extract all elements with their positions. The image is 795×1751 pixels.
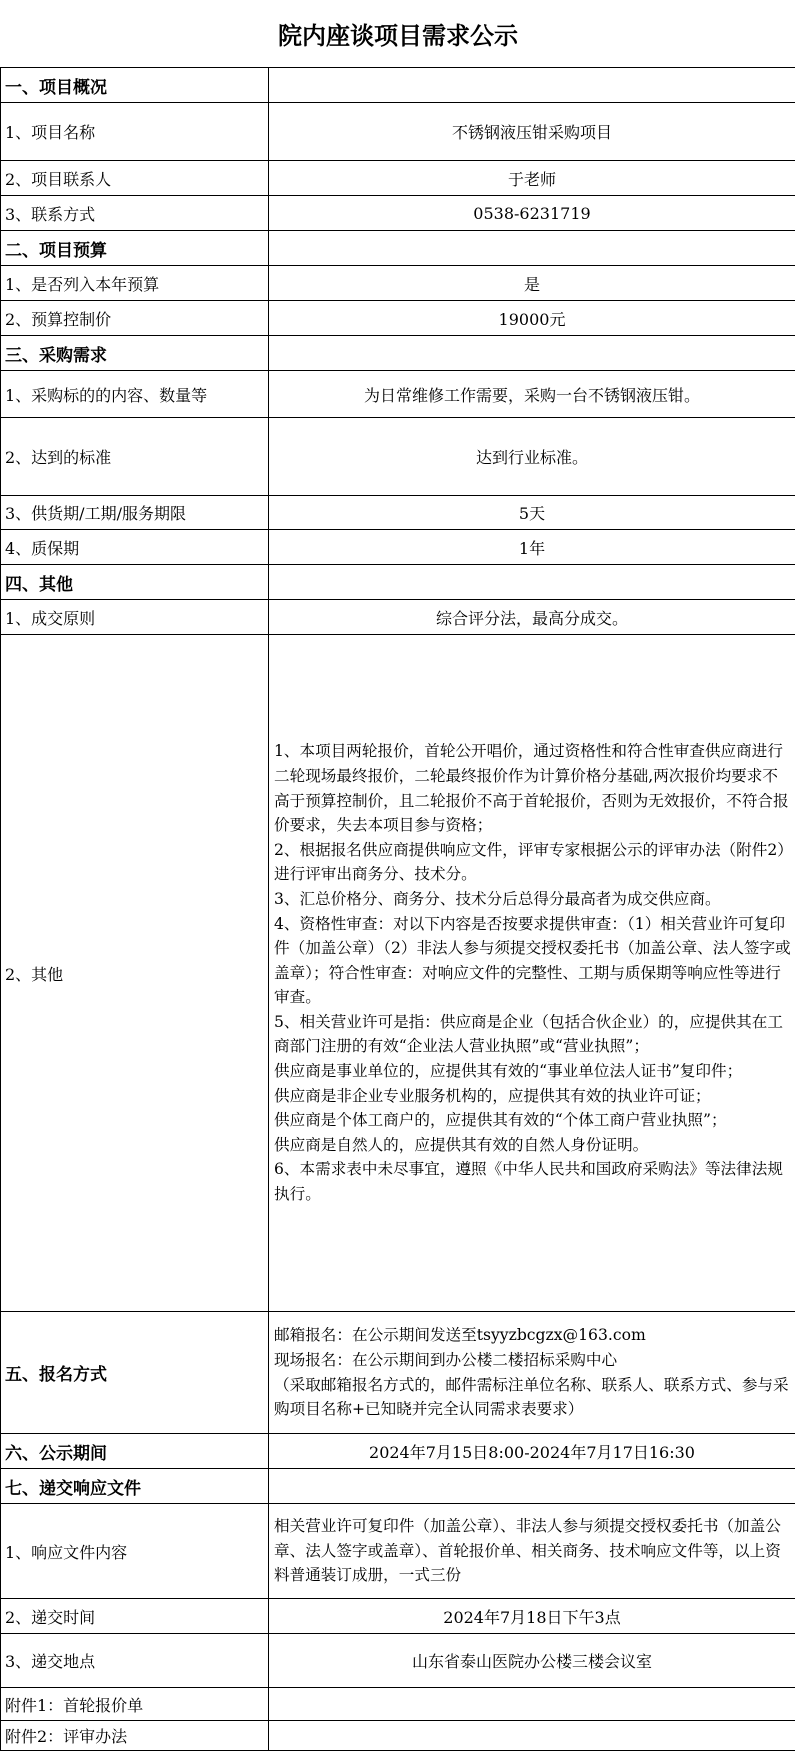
budget-control-value: 19000元 — [269, 301, 795, 336]
table-row — [1, 1634, 795, 1688]
budget-included-label: 1、是否列入本年预算 — [1, 266, 269, 301]
table-row — [1, 635, 795, 1312]
submission-time-label: 2、递交时间 — [1, 1599, 269, 1634]
other-label: 2、其他 — [1, 635, 269, 1312]
section-row-registration — [1, 1312, 795, 1434]
table-row — [1, 1599, 795, 1634]
other-line: 供应商是事业单位的，应提供其有效的“事业单位法人证书”复印件； — [274, 1059, 791, 1084]
registration-details — [269, 1312, 795, 1434]
project-name-value: 不锈钢液压钳采购项目 — [269, 103, 795, 161]
submission-time-value: 2024年7月18日下午3点 — [269, 1599, 795, 1634]
standard-value: 达到行业标准。 — [269, 418, 795, 496]
other-line: 供应商是非企业专业服务机构的，应提供其有效的执业许可证； — [274, 1084, 791, 1109]
table-row — [1, 418, 795, 496]
table-row — [1, 371, 795, 418]
delivery-value: 5天 — [269, 496, 795, 530]
table-row — [1, 301, 795, 336]
section-heading-requirements: 三、采购需求 — [1, 336, 269, 371]
section-heading-submission: 七、递交响应文件 — [1, 1469, 269, 1504]
principle-value: 综合评分法，最高分成交。 — [269, 600, 795, 635]
empty-cell — [269, 68, 795, 103]
registration-line: （采取邮箱报名方式的，邮件需标注单位名称、联系人、联系方式、参与采购项目名称+已知晓并完全认同需求表要求） — [274, 1373, 791, 1422]
budget-included-value: 是 — [269, 266, 795, 301]
registration-line: 邮箱报名：在公示期间发送至tsyyzbcgzx@163.com — [274, 1323, 791, 1348]
table-row — [1, 196, 795, 231]
empty-cell — [269, 565, 795, 600]
section-row-budget — [1, 231, 795, 266]
empty-cell — [269, 336, 795, 371]
section-heading-budget: 二、项目预算 — [1, 231, 269, 266]
section-row-period — [1, 1434, 795, 1469]
section-row-other — [1, 565, 795, 600]
principle-label: 1、成交原则 — [1, 600, 269, 635]
table-row — [1, 530, 795, 565]
table-row — [1, 496, 795, 530]
other-details — [269, 635, 795, 1312]
other-line: 6、本需求表中未尽事宜，遵照《中华人民共和国政府采购法》等法律法规执行。 — [274, 1157, 791, 1206]
budget-control-label: 2、预算控制价 — [1, 301, 269, 336]
other-line: 5、相关营业许可是指：供应商是企业（包括合伙企业）的，应提供其在工商部门注册的有效“企业法人营业执照”或“营业执照”； — [274, 1010, 791, 1059]
warranty-value: 1年 — [269, 530, 795, 565]
table-row — [1, 600, 795, 635]
period-value: 2024年7月15日8:00-2024年7月17日16:30 — [269, 1434, 795, 1469]
table-row — [1, 1688, 795, 1721]
purchase-content-value: 为日常维修工作需要，采购一台不锈钢液压钳。 — [269, 371, 795, 418]
project-name-label: 1、项目名称 — [1, 103, 269, 161]
section-heading-other: 四、其他 — [1, 565, 269, 600]
table-row — [1, 161, 795, 196]
table-row — [1, 266, 795, 301]
registration-line: 现场报名：在公示期间到办公楼二楼招标采购中心 — [274, 1348, 791, 1373]
other-line: 供应商是自然人的，应提供其有效的自然人身份证明。 — [274, 1133, 791, 1158]
empty-cell — [269, 231, 795, 266]
other-line: 供应商是个体工商户的，应提供其有效的“个体工商户营业执照”； — [274, 1108, 791, 1133]
empty-cell — [269, 1721, 795, 1751]
response-content-value: 相关营业许可复印件（加盖公章）、非法人参与须提交授权委托书（加盖公章、法人签字或盖章）、首轮报价单、相关商务、技术响应文件等，以上资料普通装订成册，一式三份 — [269, 1504, 795, 1599]
phone-label: 3、联系方式 — [1, 196, 269, 231]
submission-place-label: 3、递交地点 — [1, 1634, 269, 1688]
response-content-label: 1、响应文件内容 — [1, 1504, 269, 1599]
other-line: 2、根据报名供应商提供响应文件，评审专家根据公示的评审办法（附件2）进行评审出商务分、技术分。 — [274, 838, 791, 887]
table-row — [1, 103, 795, 161]
other-line: 3、汇总价格分、商务分、技术分后总得分最高者为成交供应商。 — [274, 887, 791, 912]
table-row — [1, 1504, 795, 1599]
page-title: 院内座谈项目需求公示 — [1, 0, 795, 68]
warranty-label: 4、质保期 — [1, 530, 269, 565]
section-heading-registration: 五、报名方式 — [1, 1312, 269, 1434]
contact-label: 2、项目联系人 — [1, 161, 269, 196]
section-row-submission — [1, 1469, 795, 1504]
empty-cell — [269, 1469, 795, 1504]
phone-value: 0538-6231719 — [269, 196, 795, 231]
table-row — [1, 1721, 795, 1751]
section-row-overview — [1, 68, 795, 103]
purchase-content-label: 1、采购标的的内容、数量等 — [1, 371, 269, 418]
contact-value: 于老师 — [269, 161, 795, 196]
section-heading-overview: 一、项目概况 — [1, 68, 269, 103]
other-line: 4、资格性审查：对以下内容是否按要求提供审查：（1）相关营业许可复印件（加盖公章）（2）非法人参与须提交授权委托书（加盖公章、法人签字或盖章）；符合性审查：对响应文件的完整性、工期与质保期等响应性等进行审查。 — [274, 912, 791, 1010]
section-heading-period: 六、公示期间 — [1, 1434, 269, 1469]
empty-cell — [269, 1688, 795, 1721]
attachment-2: 附件2：评审办法 — [1, 1721, 269, 1751]
submission-place-value: 山东省泰山医院办公楼三楼会议室 — [269, 1634, 795, 1688]
standard-label: 2、达到的标准 — [1, 418, 269, 496]
other-line: 1、本项目两轮报价，首轮公开唱价，通过资格性和符合性审查供应商进行二轮现场最终报价，二轮最终报价作为计算价格分基础,两次报价均要求不高于预算控制价，且二轮报价不高于首轮报价，否则为无效报价，不符合报价要求，失去本项目参与资格； — [274, 739, 791, 837]
delivery-label: 3、供货期/工期/服务期限 — [1, 496, 269, 530]
title-row — [1, 0, 795, 68]
section-row-requirements — [1, 336, 795, 371]
attachment-1: 附件1：首轮报价单 — [1, 1688, 269, 1721]
